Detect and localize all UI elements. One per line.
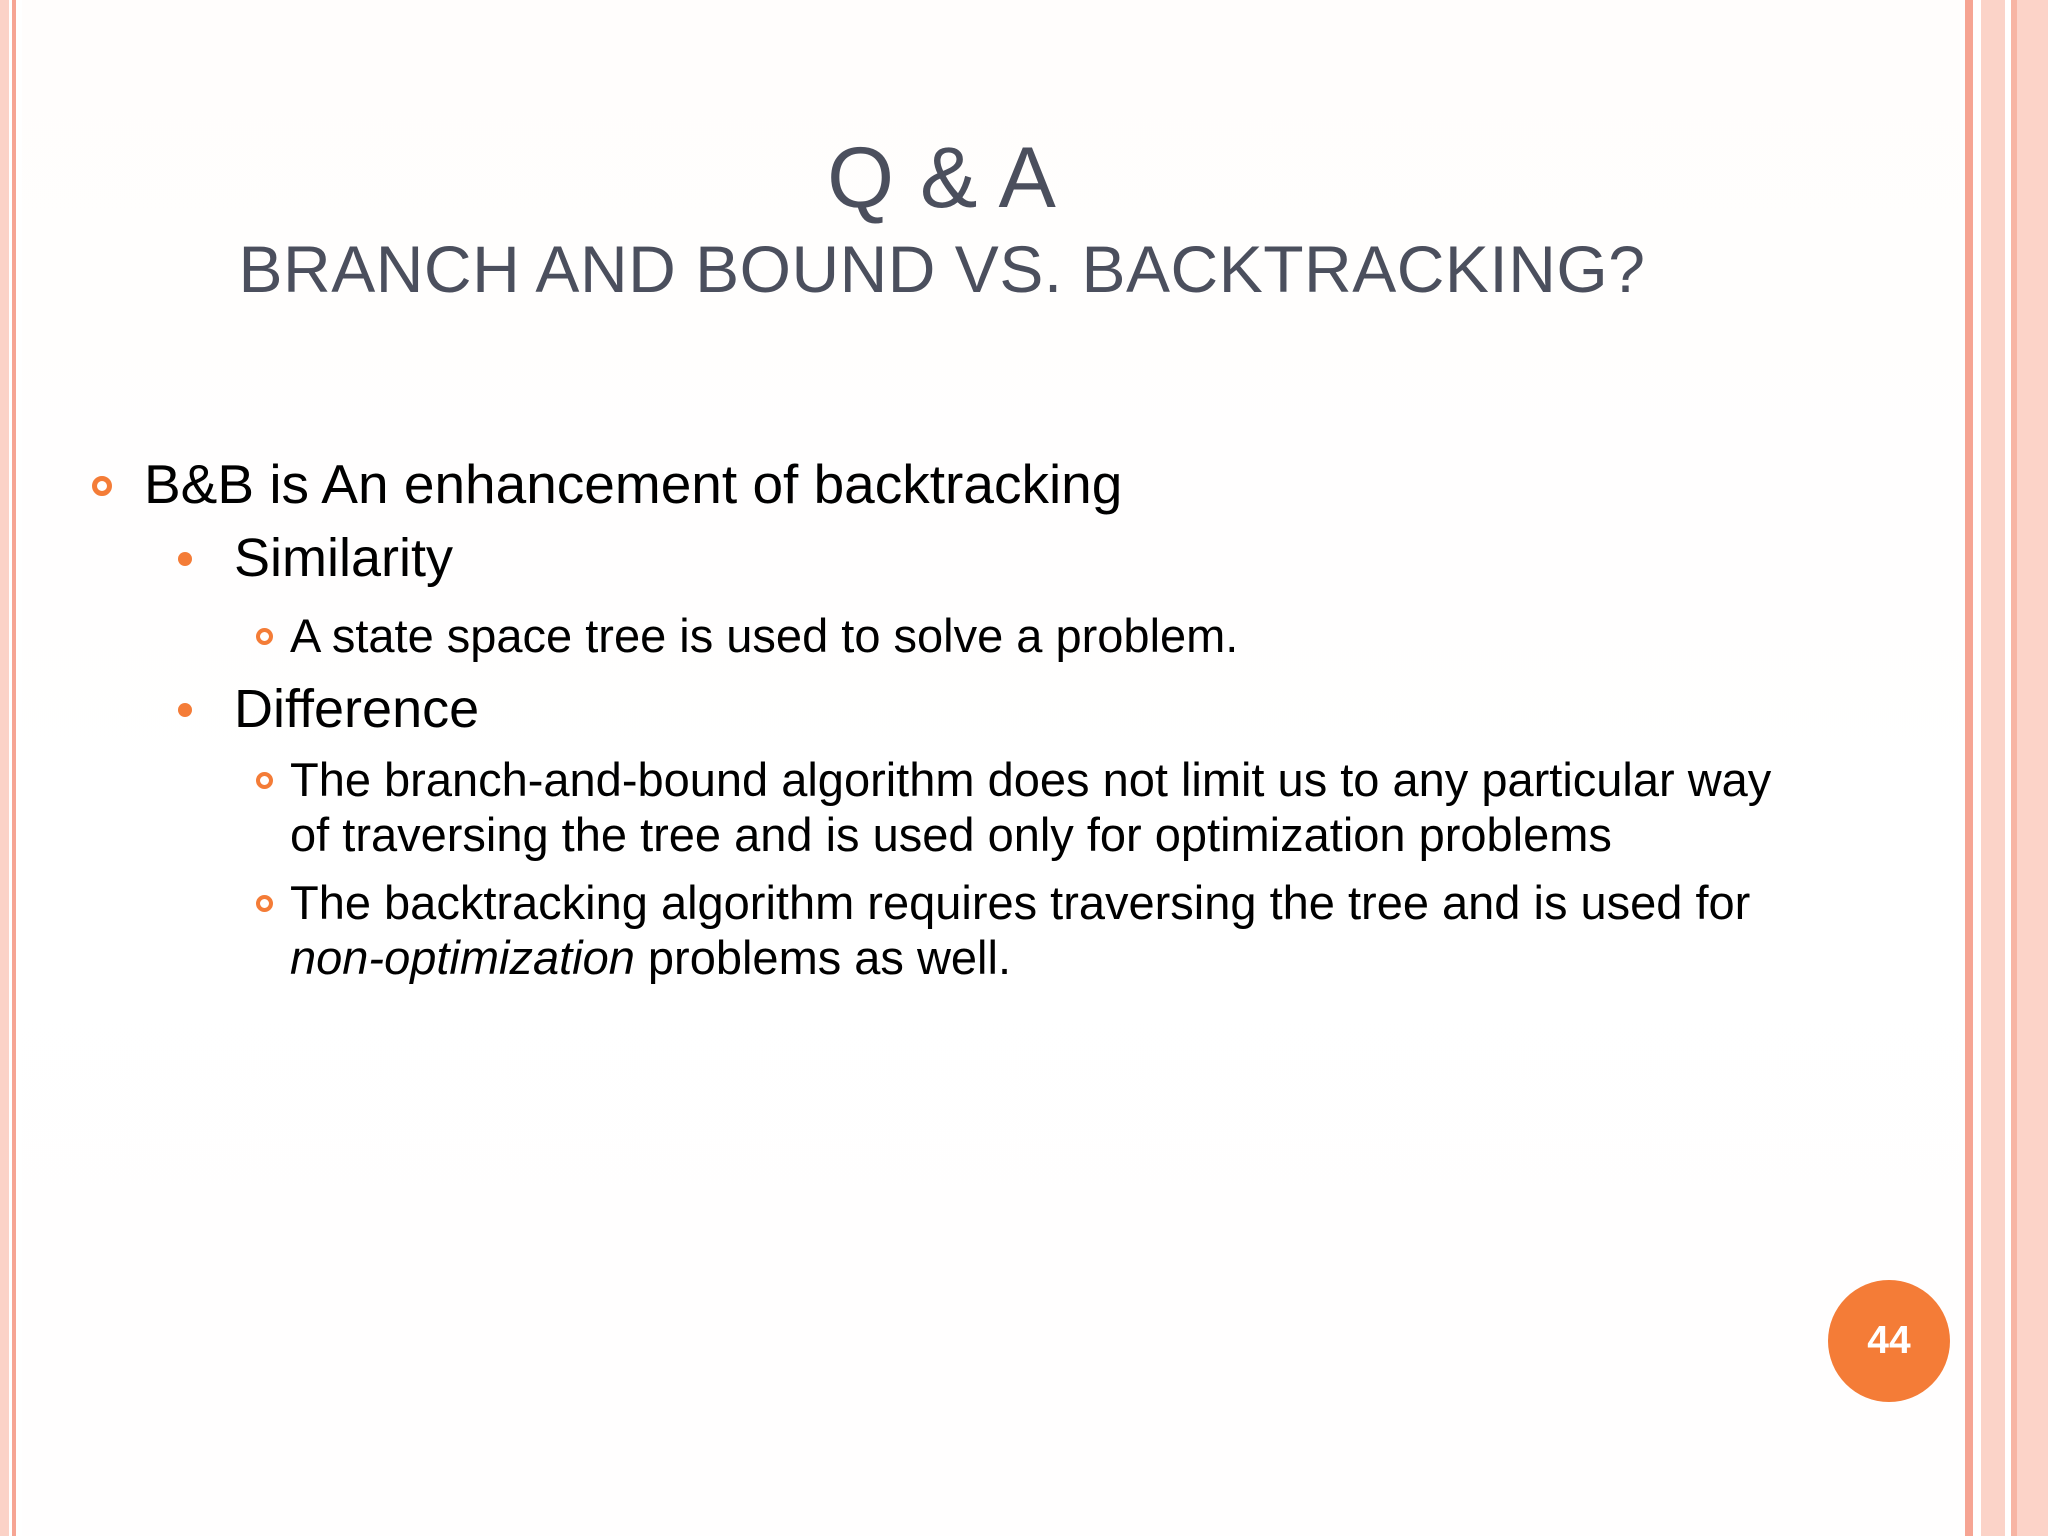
difference-label: Difference: [234, 679, 480, 739]
ring-bullet-icon: [256, 772, 273, 789]
dot-bullet-icon: [178, 552, 192, 566]
page-number-badge: 44: [1828, 1280, 1950, 1402]
similarity-bullet-row: [178, 528, 453, 588]
slide-right-border: [1960, 0, 2048, 1536]
main-point-text: B&B is An enhancement of backtracking: [144, 453, 1123, 515]
difference-item-2-row: [256, 875, 1750, 985]
difference-item-2-rest: problems as well.: [634, 931, 1011, 984]
difference-item-1-line-2: of traversing the tree and is used only for optimization problems: [290, 808, 1612, 861]
slide-title: Q & A: [827, 130, 1057, 226]
difference-bullet-row: [178, 679, 479, 739]
similarity-item-text: A state space tree is used to solve a problem.: [290, 609, 1239, 662]
difference-item-2-italic: non-optimization: [290, 931, 635, 984]
main-bullet-row: [92, 454, 1122, 514]
difference-item-1-row: [256, 752, 1771, 862]
similarity-label: Similarity: [234, 528, 454, 588]
difference-item-1-text: [290, 752, 1771, 862]
ring-bullet-icon: [256, 895, 273, 912]
dot-bullet-icon: [178, 703, 192, 717]
difference-item-2-line-1: The backtracking algorithm requires traversing the tree and is used for: [290, 876, 1751, 929]
difference-item-2-text: [290, 875, 1750, 985]
difference-item-1-line-1: The branch-and-bound algorithm does not limit us to any particular way: [290, 753, 1772, 806]
slide-subtitle: BRANCH AND BOUND VS. BACKTRACKING?: [238, 232, 1646, 306]
ring-bullet-icon: [92, 476, 112, 496]
similarity-item-row: [256, 608, 1238, 663]
ring-bullet-icon: [256, 628, 273, 645]
difference-item-2-line-2: [290, 930, 1750, 985]
